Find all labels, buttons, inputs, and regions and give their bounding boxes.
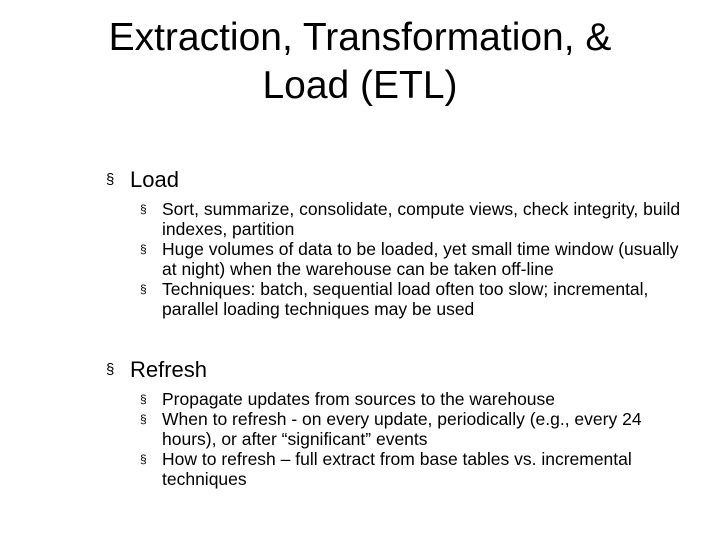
sub-bullet-list xyxy=(0,389,720,489)
section-heading-refresh xyxy=(0,357,720,383)
bullet-icon: § xyxy=(140,282,147,296)
sub-bullet-list xyxy=(0,199,720,319)
bullet-icon: § xyxy=(140,452,147,466)
section-heading-text: Refresh xyxy=(130,357,208,382)
list-item xyxy=(0,199,692,239)
list-item xyxy=(0,239,692,279)
list-item-text: Propagate updates from sources to the warehouse xyxy=(162,389,556,409)
section-heading-text: Load xyxy=(130,167,179,192)
list-item xyxy=(0,409,692,449)
section-refresh xyxy=(0,357,720,489)
list-item xyxy=(0,389,692,409)
bullet-icon: § xyxy=(140,412,147,426)
list-item-text: How to refresh – full extract from base tables vs. incremental techniques xyxy=(162,449,632,489)
list-item xyxy=(0,279,692,319)
bullet-icon: § xyxy=(140,242,147,256)
section-heading-load xyxy=(0,167,720,193)
list-item xyxy=(0,449,692,489)
slide-title-line-1: Extraction, Transformation, & xyxy=(108,16,612,59)
bullet-icon: § xyxy=(106,171,115,188)
list-item-text: Sort, summarize, consolidate, compute views, check integrity, build indexes, partition xyxy=(162,199,681,239)
list-item-text: Techniques: batch, sequential load often too slow; incremental, parallel loading techniques may be used xyxy=(162,279,649,319)
list-item-text: When to refresh - on every update, periodically (e.g., every 24 hours), or after “significant” events xyxy=(162,409,642,449)
bullet-icon: § xyxy=(140,392,147,406)
slide-title xyxy=(0,14,720,110)
list-item-text: Huge volumes of data to be loaded, yet small time window (usually at night) when the warehouse can be taken off-line xyxy=(162,239,679,279)
bullet-icon: § xyxy=(106,361,115,378)
bullet-icon: § xyxy=(140,202,147,216)
slide-title-line-2: Load (ETL) xyxy=(262,64,458,107)
section-load xyxy=(0,167,720,319)
